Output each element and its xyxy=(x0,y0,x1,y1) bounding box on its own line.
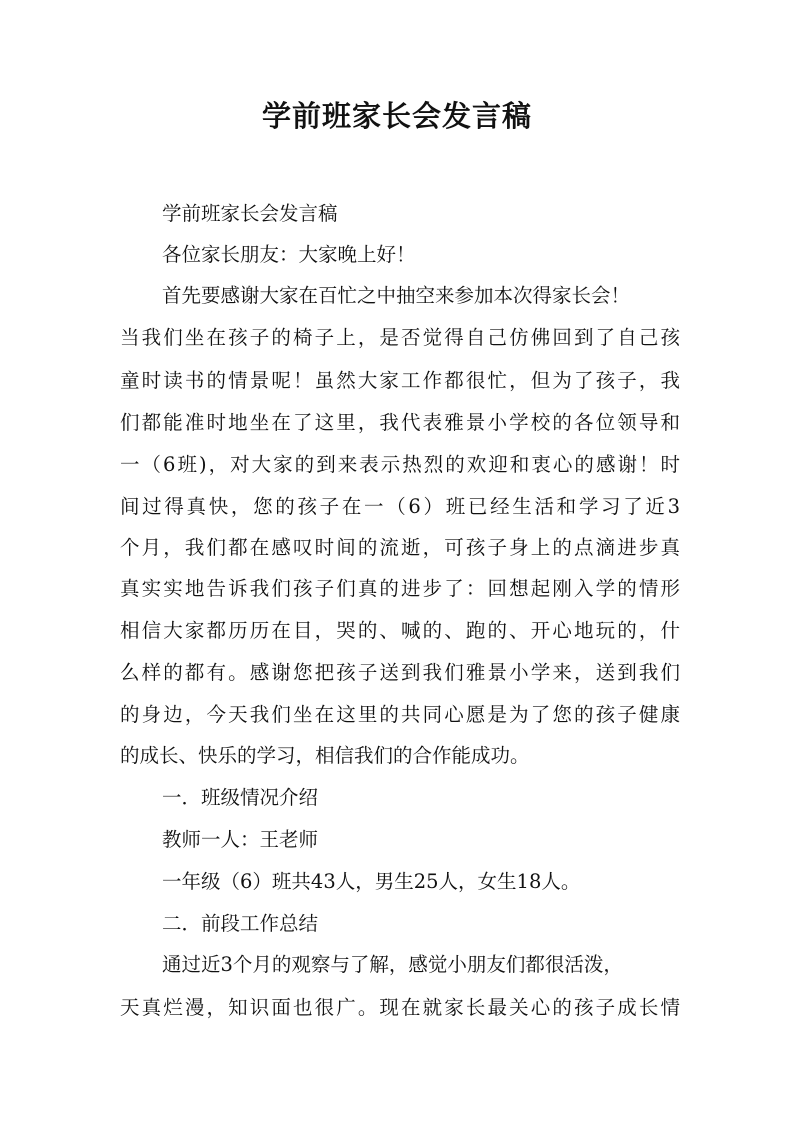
teacher-line: 教师一人：王老师 xyxy=(162,828,319,851)
document-title: 学前班家长会发言稿 xyxy=(261,99,532,133)
paragraph-line: 当我们坐在孩子的椅子上，是否觉得自己仿佛回到了自己孩 xyxy=(120,326,680,349)
section-heading-work-summary: 二．前段工作总结 xyxy=(162,912,319,935)
paragraph-line: 天真烂漫，知识面也很广。现在就家长最关心的孩子成长情 xyxy=(120,996,680,1019)
paragraph-line: 相信大家都历历在目，哭的、喊的、跑的、开心地玩的，什 xyxy=(120,619,680,642)
paragraph-line: 一（6班)，对大家的到来表示热烈的欢迎和衷心的感谢！时 xyxy=(120,453,680,476)
paragraph-line: 童时读书的情景呢！虽然大家工作都很忙，但为了孩子，我 xyxy=(120,369,680,392)
paragraph-line: 么样的都有。感谢您把孩子送到我们雅景小学来，送到我们 xyxy=(120,661,680,684)
paragraph-line: 的成长、快乐的学习，相信我们的合作能成功。 xyxy=(120,744,530,767)
greeting-line: 各位家长朋友：大家晚上好！ xyxy=(162,243,416,266)
subtitle-line: 学前班家长会发言稿 xyxy=(162,202,338,225)
paragraph-line: 首先要感谢大家在百忙之中抽空来参加本次得家长会！ xyxy=(162,284,631,307)
paragraph-line: 真实实地告诉我们孩子们真的进步了：回想起刚入学的情形 xyxy=(120,577,680,600)
paragraph-line: 们都能准时地坐在了这里，我代表雅景小学校的各位领导和 xyxy=(120,411,680,434)
paragraph-line: 个月，我们都在感叹时间的流逝，可孩子身上的点滴进步真 xyxy=(120,536,680,559)
paragraph-line: 的身边，今天我们坐在这里的共同心愿是为了您的孩子健康 xyxy=(120,703,680,726)
section-heading-class-intro: 一．班级情况介绍 xyxy=(162,786,319,809)
paragraph-line: 通过近3个月的观察与了解，感觉小朋友们都很活泼， xyxy=(162,953,623,976)
paragraph-line: 间过得真快，您的孩子在一（6）班已经生活和学习了近3 xyxy=(120,495,680,518)
class-stats-line: 一年级（6）班共43人，男生25人，女生18人。 xyxy=(162,870,581,893)
